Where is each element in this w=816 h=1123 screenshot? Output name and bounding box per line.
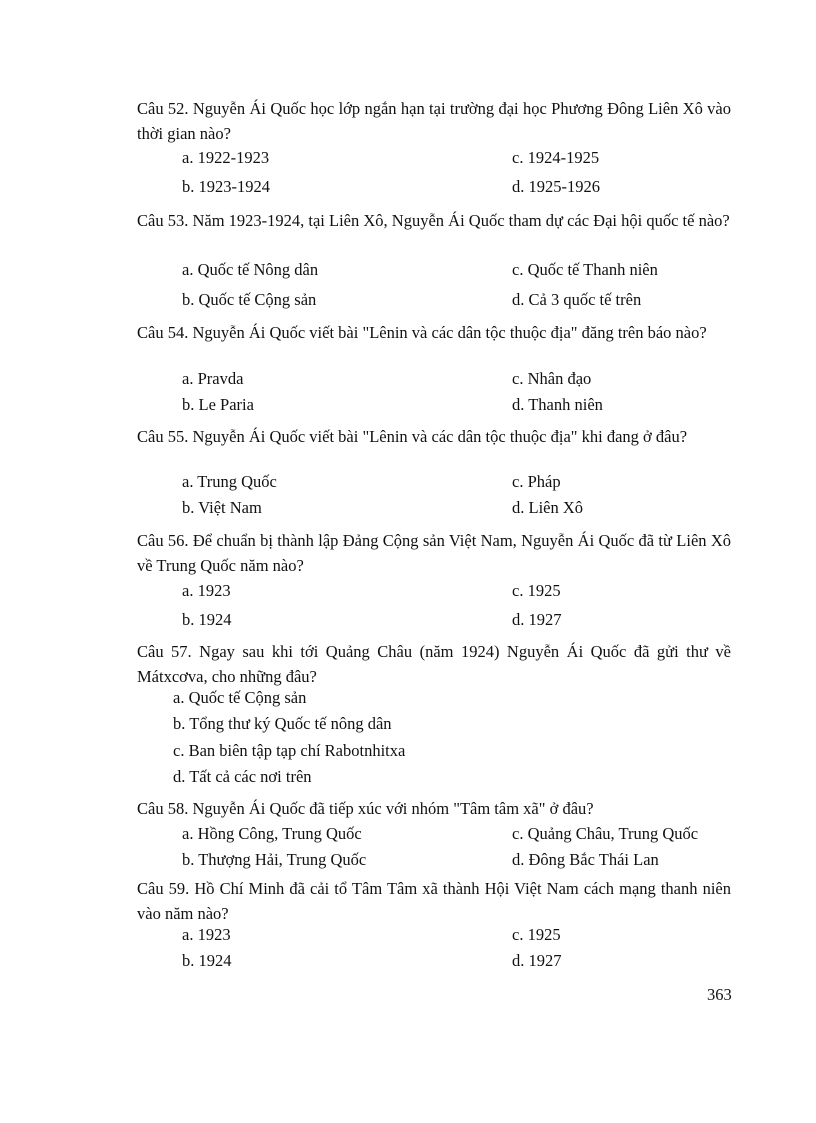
option-59-a: a. 1923 — [182, 925, 231, 944]
option-53-a: a. Quốc tế Nông dân — [182, 260, 319, 279]
option-52-b: b. 1923-1924 — [182, 177, 270, 196]
option-58-c: c. Quảng Châu, Trung Quốc — [512, 824, 699, 843]
option-54-c: c. Nhân đạo — [512, 369, 592, 388]
option-59-b: b. 1924 — [182, 951, 232, 970]
option-59-c: c. 1925 — [512, 925, 561, 944]
option-57-a: a. Quốc tế Cộng sản — [173, 688, 307, 707]
option-57-d: d. Tất cả các nơi trên — [173, 767, 312, 786]
option-52-c: c. 1924-1925 — [512, 148, 600, 167]
option-53-d: d. Cả 3 quốc tế trên — [512, 290, 642, 309]
option-53-b: b. Quốc tế Cộng sản — [182, 290, 317, 309]
option-55-c: c. Pháp — [512, 472, 561, 491]
option-56-c: c. 1925 — [512, 581, 561, 600]
option-55-d: d. Liên Xô — [512, 498, 584, 517]
option-52-d: d. 1925-1926 — [512, 177, 600, 196]
option-57-c: c. Ban biên tập tạp chí Rabotnhitxa — [173, 741, 406, 760]
question-58: Câu 58. Nguyễn Ái Quốc đã tiếp xúc với nhóm "Tâm tâm xã" ở đâu? — [137, 799, 594, 818]
question-53: Câu 53. Năm 1923-1924, tại Liên Xô, Nguyễn Ái Quốc tham dự các Đại hội quốc tế nào? — [137, 211, 730, 230]
option-54-d: d. Thanh niên — [512, 395, 603, 414]
option-59-d: d. 1927 — [512, 951, 562, 970]
option-52-a: a. 1922-1923 — [182, 148, 270, 167]
option-56-a: a. 1923 — [182, 581, 231, 600]
option-54-a: a. Pravda — [182, 369, 244, 388]
option-54-b: b. Le Paria — [182, 395, 254, 414]
option-56-d: d. 1927 — [512, 610, 562, 629]
option-53-c: c. Quốc tế Thanh niên — [512, 260, 658, 279]
option-58-d: d. Đông Bắc Thái Lan — [512, 850, 659, 869]
option-57-b: b. Tổng thư ký Quốc tế nông dân — [173, 714, 392, 733]
page-number: 363 — [707, 985, 732, 1004]
option-58-a: a. Hồng Công, Trung Quốc — [182, 824, 362, 843]
option-55-b: b. Việt Nam — [182, 498, 262, 517]
option-55-a: a. Trung Quốc — [182, 472, 277, 491]
question-57: Câu 57. Ngay sau khi tới Quảng Châu (năm 1924) Nguyễn Ái Quốc đã gửi thư về Mátxcơva, cho những đâu? — [137, 642, 731, 686]
option-58-b: b. Thượng Hải, Trung Quốc — [182, 850, 367, 869]
question-52: Câu 52. Nguyễn Ái Quốc học lớp ngắn hạn tại trường đại học Phương Đông Liên Xô vào thời gian nào? — [137, 99, 731, 143]
question-59: Câu 59. Hồ Chí Minh đã cải tổ Tâm Tâm xã thành Hội Việt Nam cách mạng thanh niên vào năm nào? — [137, 879, 731, 923]
option-56-b: b. 1924 — [182, 610, 232, 629]
question-55: Câu 55. Nguyễn Ái Quốc viết bài "Lênin và các dân tộc thuộc địa" khi đang ở đâu? — [137, 427, 688, 446]
question-54: Câu 54. Nguyễn Ái Quốc viết bài "Lênin và các dân tộc thuộc địa" đăng trên báo nào? — [137, 323, 707, 342]
question-56: Câu 56. Để chuẩn bị thành lập Đảng Cộng sản Việt Nam, Nguyễn Ái Quốc đã từ Liên Xô về Trung Quốc năm nào? — [137, 531, 731, 575]
